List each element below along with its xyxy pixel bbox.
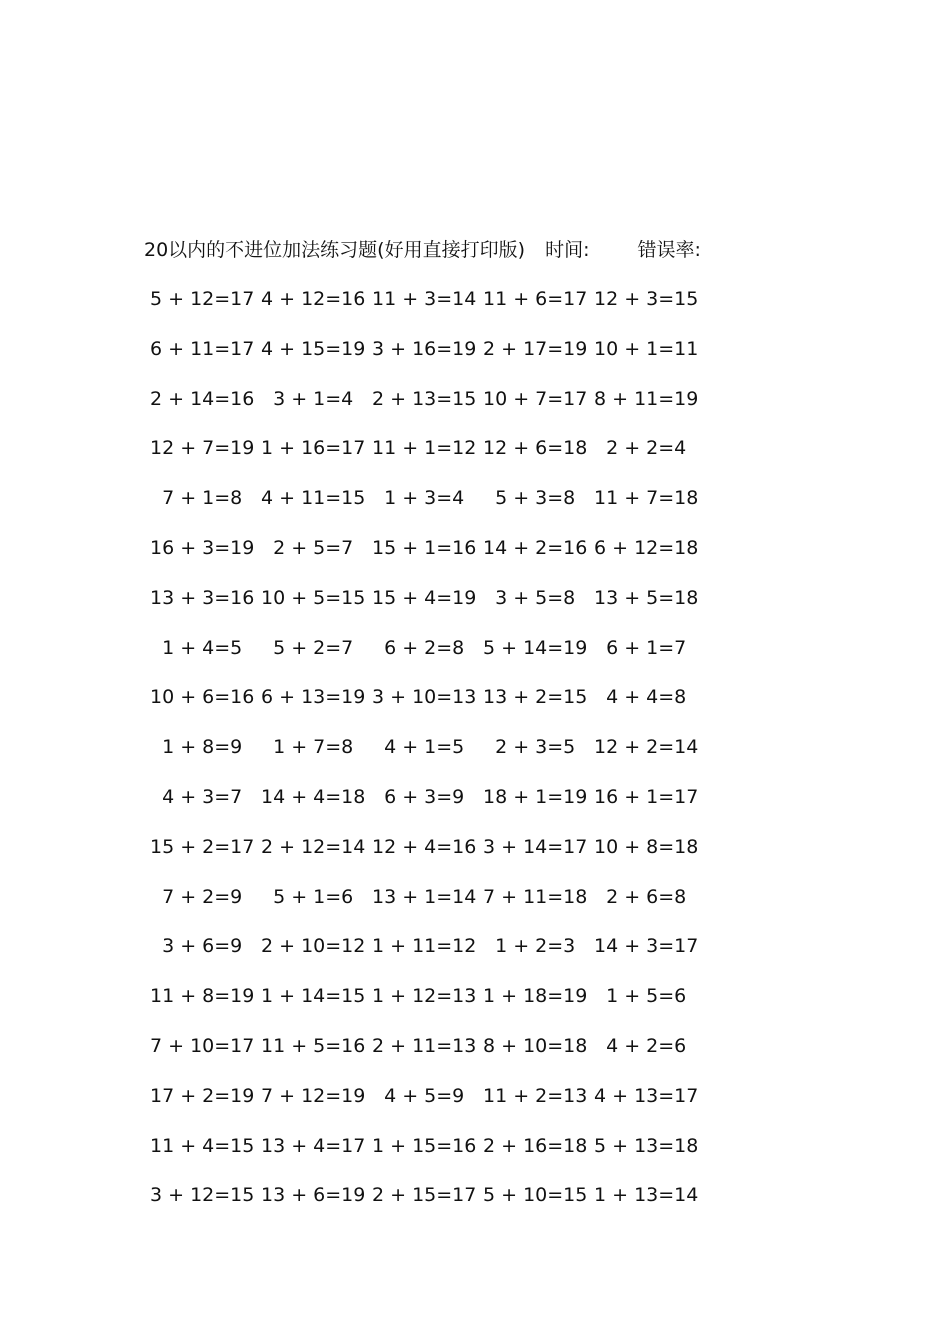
addition-problem: 11 + 6=17 bbox=[483, 288, 588, 310]
addition-problem: 12 + 2=14 bbox=[594, 736, 699, 759]
addition-problem: 10 + 5=15 bbox=[261, 586, 366, 609]
addition-problem: 3 + 10=13 bbox=[372, 686, 477, 709]
addition-problem: 14 + 3=17 bbox=[594, 935, 699, 958]
addition-problem: 14 + 4=18 bbox=[261, 785, 366, 808]
addition-problem: 3 + 1=4 bbox=[261, 387, 354, 410]
addition-problem: 6 + 3=9 bbox=[372, 785, 465, 808]
addition-problem: 13 + 3=16 bbox=[150, 586, 255, 609]
time-label: 时间: bbox=[545, 239, 590, 261]
addition-problem: 3 + 12=15 bbox=[150, 1184, 255, 1207]
addition-problem: 2 + 14=16 bbox=[150, 387, 255, 410]
addition-problem: 8 + 11=19 bbox=[594, 387, 699, 410]
addition-problem: 7 + 2=9 bbox=[150, 885, 243, 908]
addition-problem: 6 + 12=18 bbox=[594, 536, 699, 559]
addition-problem: 7 + 11=18 bbox=[483, 885, 588, 908]
addition-problem: 13 + 1=14 bbox=[372, 885, 477, 908]
addition-problem: 3 + 6=9 bbox=[150, 935, 243, 958]
addition-problem: 1 + 11=12 bbox=[372, 935, 477, 958]
addition-problem: 6 + 13=19 bbox=[261, 686, 366, 709]
addition-problem: 11 + 7=18 bbox=[594, 487, 699, 510]
addition-problem: 1 + 5=6 bbox=[594, 985, 687, 1008]
addition-problem: 15 + 2=17 bbox=[150, 835, 255, 858]
addition-problem: 11 + 2=13 bbox=[483, 1084, 588, 1107]
addition-problem: 13 + 2=15 bbox=[483, 686, 588, 709]
worksheet-title: 20以内的不进位加法练习题(好用直接打印版) bbox=[144, 239, 526, 261]
addition-problem: 2 + 13=15 bbox=[372, 387, 477, 410]
addition-problem: 4 + 13=17 bbox=[594, 1084, 699, 1107]
addition-problem: 13 + 5=18 bbox=[594, 586, 699, 609]
addition-problem: 4 + 1=5 bbox=[372, 736, 465, 759]
addition-problem: 2 + 17=19 bbox=[483, 337, 588, 360]
addition-problem: 12 + 7=19 bbox=[150, 437, 255, 460]
addition-problem: 6 + 2=8 bbox=[372, 636, 465, 659]
addition-problem: 1 + 16=17 bbox=[261, 437, 366, 460]
addition-problem: 12 + 4=16 bbox=[372, 835, 477, 858]
addition-problem: 4 + 5=9 bbox=[372, 1084, 465, 1107]
addition-problem: 11 + 3=14 bbox=[372, 288, 477, 310]
addition-problem: 6 + 1=7 bbox=[594, 636, 687, 659]
addition-problem: 8 + 10=18 bbox=[483, 1034, 588, 1057]
addition-problem: 11 + 1=12 bbox=[372, 437, 477, 460]
addition-problem: 4 + 3=7 bbox=[150, 785, 243, 808]
addition-problem: 2 + 10=12 bbox=[261, 935, 366, 958]
addition-problem: 1 + 2=3 bbox=[483, 935, 576, 958]
addition-problem: 2 + 6=8 bbox=[594, 885, 687, 908]
addition-problem: 12 + 3=15 bbox=[594, 288, 699, 310]
addition-problem: 5 + 1=6 bbox=[261, 885, 354, 908]
addition-problem: 5 + 13=18 bbox=[594, 1134, 699, 1157]
addition-problem: 11 + 8=19 bbox=[150, 985, 255, 1008]
addition-problem: 13 + 6=19 bbox=[261, 1184, 366, 1207]
addition-problem: 5 + 2=7 bbox=[261, 636, 354, 659]
addition-problem: 4 + 15=19 bbox=[261, 337, 366, 360]
addition-problem: 2 + 16=18 bbox=[483, 1134, 588, 1157]
addition-problem: 11 + 4=15 bbox=[150, 1134, 255, 1157]
addition-problem: 1 + 4=5 bbox=[150, 636, 243, 659]
addition-problem: 5 + 14=19 bbox=[483, 636, 588, 659]
addition-problem: 2 + 11=13 bbox=[372, 1034, 477, 1057]
addition-problem: 1 + 15=16 bbox=[372, 1134, 477, 1157]
addition-problem: 1 + 7=8 bbox=[261, 736, 354, 759]
addition-problem: 16 + 3=19 bbox=[150, 536, 255, 559]
addition-problem: 3 + 14=17 bbox=[483, 835, 588, 858]
addition-problem: 10 + 8=18 bbox=[594, 835, 699, 858]
addition-problem: 10 + 6=16 bbox=[150, 686, 255, 709]
addition-problem: 7 + 10=17 bbox=[150, 1034, 255, 1057]
addition-problem: 7 + 1=8 bbox=[150, 487, 243, 510]
addition-problem: 2 + 12=14 bbox=[261, 835, 366, 858]
addition-problem: 3 + 5=8 bbox=[483, 586, 576, 609]
addition-problem: 4 + 11=15 bbox=[261, 487, 366, 510]
addition-problem: 4 + 2=6 bbox=[594, 1034, 687, 1057]
addition-problem: 6 + 11=17 bbox=[150, 337, 255, 360]
addition-problem: 15 + 4=19 bbox=[372, 586, 477, 609]
worksheet-header bbox=[144, 236, 701, 264]
addition-problem: 11 + 5=16 bbox=[261, 1034, 366, 1057]
addition-problem: 7 + 12=19 bbox=[261, 1084, 366, 1107]
addition-problem: 4 + 4=8 bbox=[594, 686, 687, 709]
addition-problem: 12 + 6=18 bbox=[483, 437, 588, 460]
addition-problem: 1 + 8=9 bbox=[150, 736, 243, 759]
addition-problem: 2 + 2=4 bbox=[594, 437, 687, 460]
addition-problem: 4 + 12=16 bbox=[261, 288, 366, 310]
addition-problem: 1 + 3=4 bbox=[372, 487, 465, 510]
addition-problem: 13 + 4=17 bbox=[261, 1134, 366, 1157]
addition-problem: 14 + 2=16 bbox=[483, 536, 588, 559]
addition-problem: 10 + 1=11 bbox=[594, 337, 699, 360]
addition-problem: 16 + 1=17 bbox=[594, 785, 699, 808]
addition-problem: 15 + 1=16 bbox=[372, 536, 477, 559]
addition-problem: 1 + 18=19 bbox=[483, 985, 588, 1008]
addition-problem: 17 + 2=19 bbox=[150, 1084, 255, 1107]
addition-problem: 1 + 12=13 bbox=[372, 985, 477, 1008]
addition-problem: 10 + 7=17 bbox=[483, 387, 588, 410]
addition-problem: 18 + 1=19 bbox=[483, 785, 588, 808]
error-rate-label: 错误率: bbox=[637, 239, 701, 261]
addition-problem: 1 + 13=14 bbox=[594, 1184, 699, 1207]
addition-problem: 3 + 16=19 bbox=[372, 337, 477, 360]
addition-problem: 1 + 14=15 bbox=[261, 985, 366, 1008]
addition-problem: 2 + 3=5 bbox=[483, 736, 576, 759]
addition-problem: 5 + 10=15 bbox=[483, 1184, 588, 1207]
addition-problem: 5 + 12=17 bbox=[150, 288, 255, 310]
addition-problem: 2 + 15=17 bbox=[372, 1184, 477, 1207]
addition-problem: 5 + 3=8 bbox=[483, 487, 576, 510]
addition-problem: 2 + 5=7 bbox=[261, 536, 354, 559]
